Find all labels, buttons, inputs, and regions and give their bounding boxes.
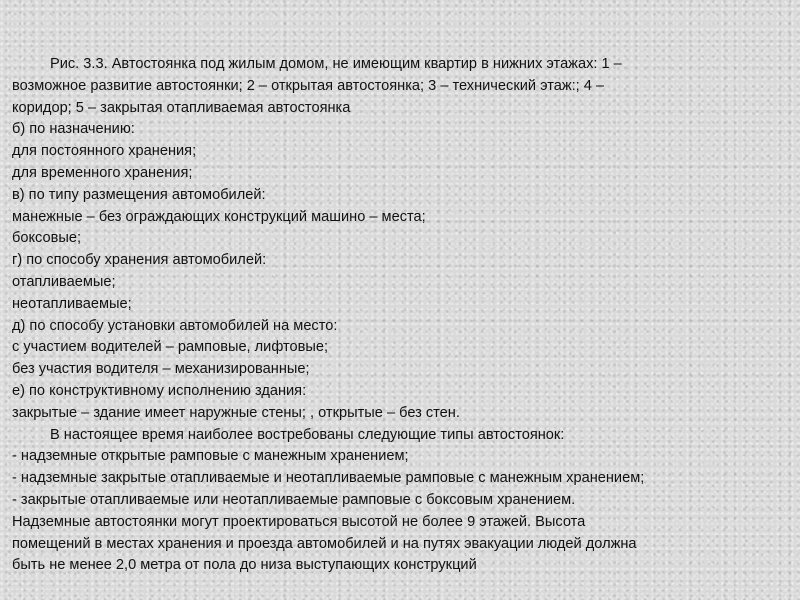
text-line: без участия водителя – механизированные; — [12, 361, 310, 378]
text-line: закрытые – здание имеет наружные стены; , открытые – без стен. — [12, 404, 460, 421]
text-line: отапливаемые; — [12, 273, 116, 290]
paragraph-intro-line: В настоящее время наиболее востребованы следующие типы автостоянок: — [50, 426, 565, 443]
list-item: - надземные закрытые отапливаемые и неотапливаемые рамповые с манежным хранением; — [12, 470, 645, 487]
text-block — [12, 54, 792, 577]
text-line: в) по типу размещения автомобилей: — [12, 186, 266, 203]
text-line: манежные – без ограждающих конструкций машино – места; — [12, 208, 426, 225]
text-line: боксовые; — [12, 230, 82, 247]
figure-caption-line-3: коридор; 5 – закрытая отапливаемая автостоянка — [12, 99, 351, 116]
text-line: неотапливаемые; — [12, 295, 132, 312]
text-line: г) по способу хранения автомобилей: — [12, 252, 267, 269]
text-line: быть не менее 2,0 метра от пола до низа выступающих конструкций — [12, 557, 477, 574]
list-item: - закрытые отапливаемые или неотапливаемые рамповые с боксовым хранением. — [12, 491, 576, 508]
list-item: - надземные открытые рамповые с манежным хранением; — [12, 448, 409, 465]
text-line: с участием водителей – рамповые, лифтовые; — [12, 339, 329, 356]
text-line: е) по конструктивному исполнению здания: — [12, 382, 307, 399]
figure-caption-line-1: Рис. 3.3. Автостоянка под жилым домом, не имеющим квартир в нижних этажах: 1 – — [50, 56, 622, 72]
text-line: б) по назначению: — [12, 121, 135, 138]
text-line: для постоянного хранения; — [12, 143, 197, 160]
figure-caption-line-2: возможное развитие автостоянки; 2 – открытая автостоянка; 3 – технический этаж:; 4 – — [12, 77, 605, 94]
text-line: Надземные автостоянки могут проектироваться высотой не более 9 этажей. Высота — [12, 513, 586, 530]
text-line: помещений в местах хранения и проезда автомобилей и на путях эвакуации людей должна — [12, 535, 637, 552]
text-line: д) по способу установки автомобилей на место: — [12, 317, 338, 334]
text-line: для временного хранения; — [12, 164, 193, 181]
